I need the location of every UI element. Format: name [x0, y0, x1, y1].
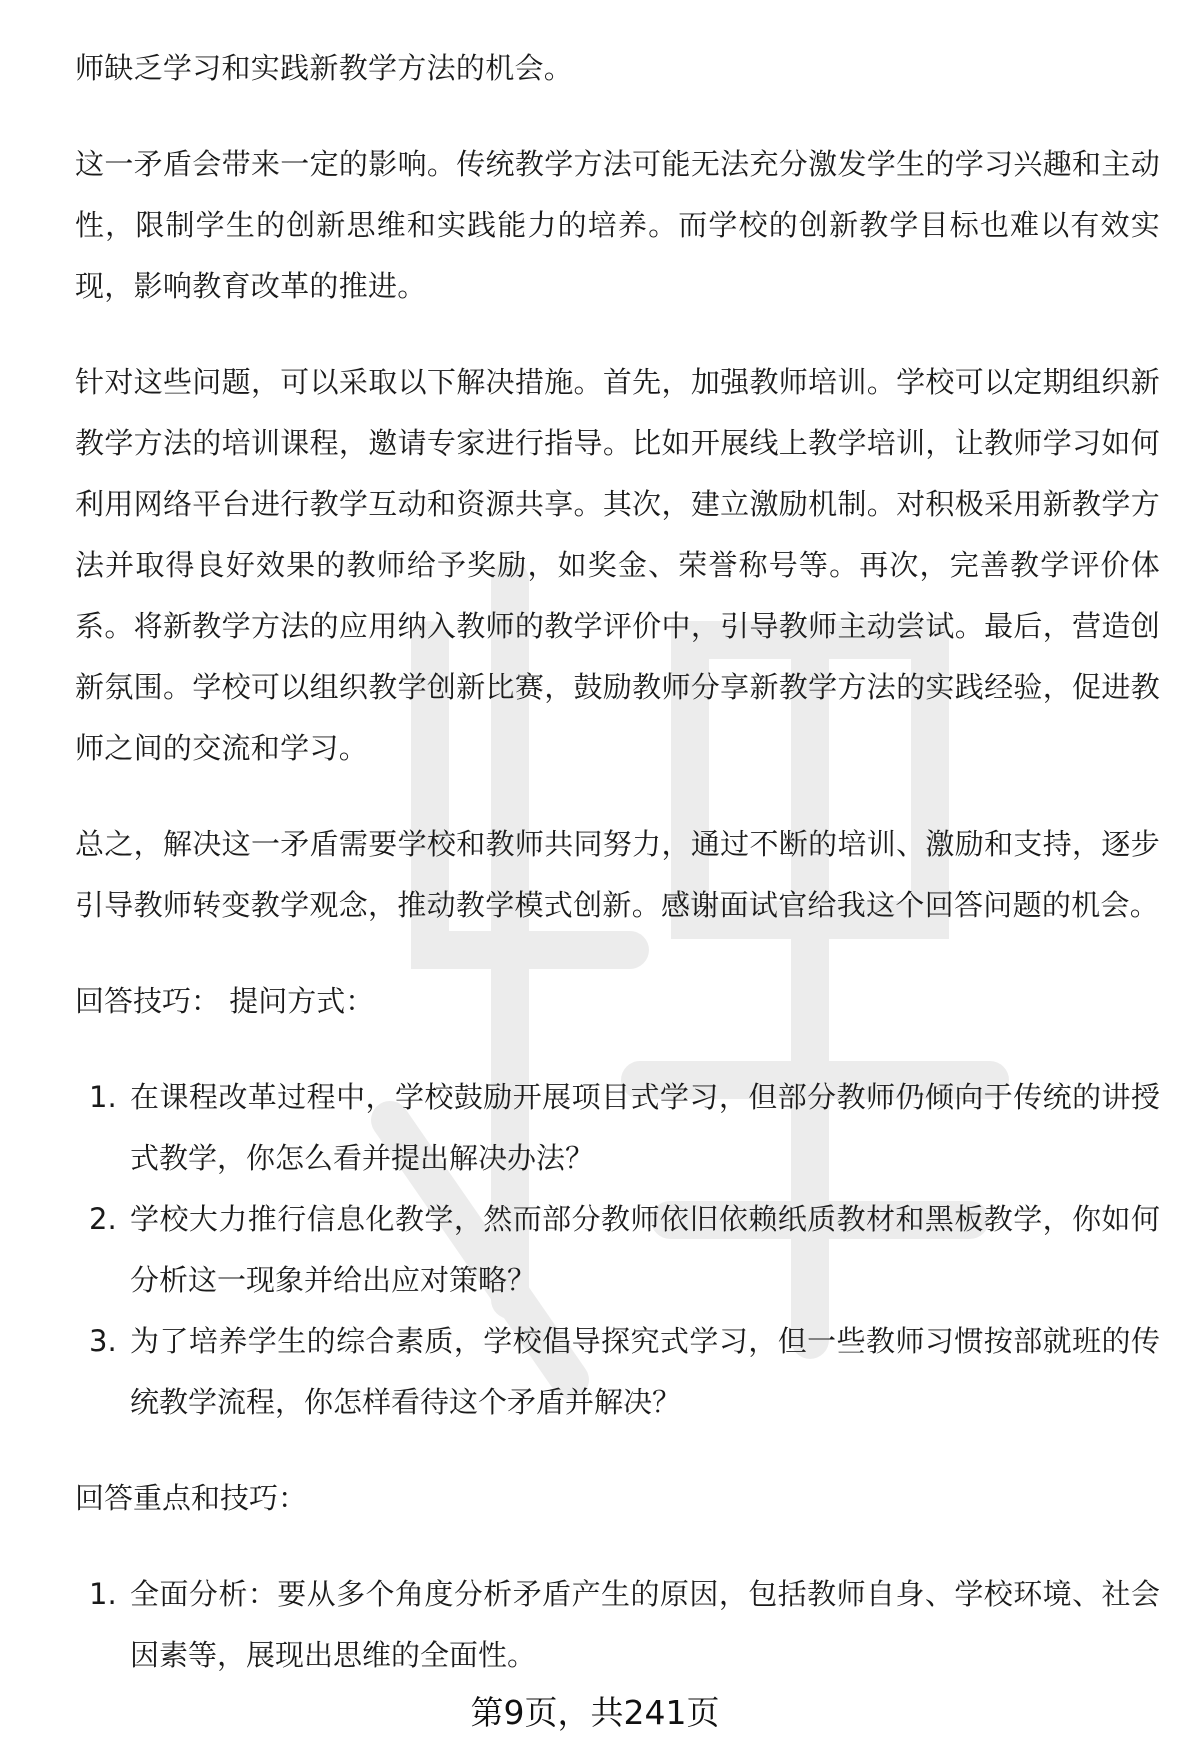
list-item	[75, 1067, 1160, 1189]
list-item-text: 为了培养学生的综合素质，学校倡导探究式学习，但一些教师习惯按部就班的传统教学流程，你怎样看待这个矛盾并解决？	[130, 1324, 1160, 1419]
list-number: 1.	[89, 1577, 117, 1611]
key-points-heading: 回答重点和技巧：	[75, 1481, 308, 1515]
list-number: 1.	[89, 1080, 117, 1114]
paragraph: 针对这些问题，可以采取以下解决措施。首先，加强教师培训。学校可以定期组织新教学方法的培训课程，邀请专家进行指导。比如开展线上教学培训，让教师学习如何利用网络平台进行教学互动和资源共享。其次，建立激励机制。对积极采用新教学方法并取得良好效果的教师给予奖励，如奖金、荣誉称号等。再次，完善教学评价体系。将新教学方法的应用纳入教师的教学评价中，引导教师主动尝试。最后，营造创新氛围。学校可以组织教学创新比赛，鼓励教师分享新教学方法的实践经验，促进教师之间的交流和学习。	[75, 365, 1160, 765]
list-item-text: 在课程改革过程中，学校鼓励开展项目式学习，但部分教师仍倾向于传统的讲授式教学，你怎么看并提出解决办法？	[130, 1080, 1160, 1175]
list-number: 2.	[89, 1202, 117, 1236]
tips-heading: 回答技巧： 提问方式：	[75, 984, 375, 1018]
paragraph: 师缺乏学习和实践新教学方法的机会。	[75, 51, 574, 85]
page-number: 第9页，共241页	[470, 1693, 720, 1732]
questions-list	[75, 1067, 1160, 1433]
list-item	[75, 1189, 1160, 1311]
key-points-list	[75, 1564, 1160, 1686]
list-item-text: 学校大力推行信息化教学，然而部分教师依旧依赖纸质教材和黑板教学，你如何分析这一现象并给出应对策略？	[130, 1202, 1160, 1297]
paragraph: 这一矛盾会带来一定的影响。传统教学方法可能无法充分激发学生的学习兴趣和主动性，限制学生的创新思维和实践能力的培养。而学校的创新教学目标也难以有效实现，影响教育改革的推进。	[75, 147, 1160, 303]
list-number: 3.	[89, 1324, 117, 1358]
list-item	[75, 1311, 1160, 1433]
list-item	[75, 1564, 1160, 1686]
paragraph: 总之，解决这一矛盾需要学校和教师共同努力，通过不断的培训、激励和支持，逐步引导教师转变教学观念，推动教学模式创新。感谢面试官给我这个回答问题的机会。	[75, 827, 1160, 922]
document-body	[75, 38, 1160, 1721]
list-item-text: 全面分析：要从多个角度分析矛盾产生的原因，包括教师自身、学校环境、社会因素等，展现出思维的全面性。	[130, 1577, 1160, 1672]
